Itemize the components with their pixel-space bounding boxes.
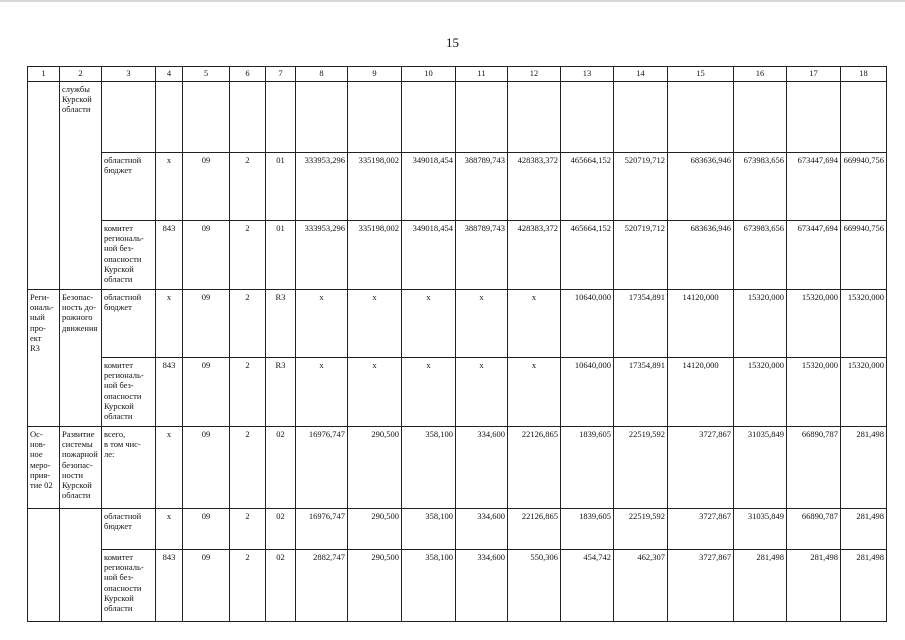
cell bbox=[402, 82, 456, 153]
funding-source-cell bbox=[102, 82, 156, 153]
cell: 2 bbox=[230, 427, 266, 509]
table-row bbox=[28, 427, 887, 509]
header-cell: 2 bbox=[60, 67, 102, 82]
cell: 465664,152 bbox=[561, 153, 614, 221]
cell bbox=[614, 82, 668, 153]
cell: 2 bbox=[230, 509, 266, 550]
table-row bbox=[28, 290, 887, 358]
cell: 2882,747 bbox=[296, 550, 348, 622]
cell bbox=[734, 82, 787, 153]
cell: 290,500 bbox=[348, 550, 402, 622]
group-title-cell bbox=[60, 509, 102, 622]
cell: 09 bbox=[183, 550, 230, 622]
cell: x bbox=[508, 290, 561, 358]
cell: 10640,000 bbox=[561, 290, 614, 358]
cell: 349018,454 bbox=[402, 221, 456, 290]
cell: x bbox=[456, 358, 508, 427]
cell: 01 bbox=[266, 221, 296, 290]
header-cell: 6 bbox=[230, 67, 266, 82]
cell bbox=[456, 82, 508, 153]
table-row bbox=[28, 358, 887, 427]
cell: 2 bbox=[230, 550, 266, 622]
header-cell: 3 bbox=[102, 67, 156, 82]
cell: 15320,000 bbox=[841, 290, 887, 358]
cell: x bbox=[508, 358, 561, 427]
cell: 843 bbox=[156, 550, 183, 622]
funding-source-cell: областной бюджет bbox=[102, 153, 156, 221]
cell: 335198,002 bbox=[348, 221, 402, 290]
cell: x bbox=[296, 290, 348, 358]
group-title-cell: службы Курской области bbox=[60, 82, 102, 290]
header-cell: 14 bbox=[614, 67, 668, 82]
funding-source-cell: областной бюджет bbox=[102, 290, 156, 358]
cell: 281,498 bbox=[841, 550, 887, 622]
group-code-cell: Реги- ональ- ный про- ект R3 bbox=[28, 290, 60, 427]
cell: 349018,454 bbox=[402, 153, 456, 221]
table-row bbox=[28, 550, 887, 622]
cell: 2 bbox=[230, 153, 266, 221]
table-row bbox=[28, 82, 887, 153]
cell: x bbox=[402, 290, 456, 358]
cell: 22126,865 bbox=[508, 427, 561, 509]
cell: 2 bbox=[230, 290, 266, 358]
cell: 1839,605 bbox=[561, 427, 614, 509]
cell: 2 bbox=[230, 358, 266, 427]
cell: x bbox=[348, 358, 402, 427]
cell: 09 bbox=[183, 427, 230, 509]
header-cell: 18 bbox=[841, 67, 887, 82]
cell: 428383,372 bbox=[508, 221, 561, 290]
cell bbox=[183, 82, 230, 153]
header-cell: 15 bbox=[668, 67, 734, 82]
cell bbox=[230, 82, 266, 153]
funding-source-cell: комитет региональ- ной без- опасности Курской области bbox=[102, 358, 156, 427]
cell: 17354,891 bbox=[614, 358, 668, 427]
cell: x bbox=[348, 290, 402, 358]
cell bbox=[668, 82, 734, 153]
cell: 66890,787 bbox=[787, 427, 841, 509]
cell: 15320,000 bbox=[787, 358, 841, 427]
cell: 09 bbox=[183, 509, 230, 550]
cell: 281,498 bbox=[734, 550, 787, 622]
cell: 15320,000 bbox=[734, 290, 787, 358]
header-cell: 12 bbox=[508, 67, 561, 82]
table-row bbox=[28, 509, 887, 550]
group-code-cell bbox=[28, 82, 60, 290]
group-code-cell: Ос- нов- ное меро- прия- тие 02 bbox=[28, 427, 60, 509]
cell: 22519,592 bbox=[614, 427, 668, 509]
cell: 281,498 bbox=[841, 509, 887, 550]
cell: 15320,000 bbox=[787, 290, 841, 358]
cell: 334,600 bbox=[456, 550, 508, 622]
cell: 673447,694 bbox=[787, 153, 841, 221]
cell: 22519,592 bbox=[614, 509, 668, 550]
budget-table bbox=[27, 66, 887, 622]
group-title-cell: Безопас- ность до- рожного движения bbox=[60, 290, 102, 427]
header-cell: 1 bbox=[28, 67, 60, 82]
cell: 358,100 bbox=[402, 427, 456, 509]
header-cell: 16 bbox=[734, 67, 787, 82]
group-title-cell: Развитие системы пожарной безопас- ности Курской области bbox=[60, 427, 102, 509]
cell: 16976,747 bbox=[296, 427, 348, 509]
header-cell: 11 bbox=[456, 67, 508, 82]
cell: 10640,000 bbox=[561, 358, 614, 427]
cell: 02 bbox=[266, 427, 296, 509]
cell: 843 bbox=[156, 221, 183, 290]
header-row bbox=[28, 67, 887, 82]
cell: 669940,756 bbox=[841, 153, 887, 221]
cell: 388789,743 bbox=[456, 153, 508, 221]
cell: 1839,605 bbox=[561, 509, 614, 550]
header-cell: 5 bbox=[183, 67, 230, 82]
cell: 15320,000 bbox=[841, 358, 887, 427]
cell: 66890,787 bbox=[787, 509, 841, 550]
cell: 673983,656 bbox=[734, 153, 787, 221]
cell bbox=[296, 82, 348, 153]
cell: 22126,865 bbox=[508, 509, 561, 550]
cell: 335198,002 bbox=[348, 153, 402, 221]
cell: x bbox=[156, 290, 183, 358]
cell: 281,498 bbox=[841, 427, 887, 509]
funding-source-cell: комитет региональ- ной без- опасности Курской области bbox=[102, 221, 156, 290]
cell bbox=[787, 82, 841, 153]
cell: 14120,000 bbox=[668, 290, 734, 358]
cell: 520719,712 bbox=[614, 221, 668, 290]
funding-source-cell: комитет региональ- ной без- опасности Курской области bbox=[102, 550, 156, 622]
cell: 683636,946 bbox=[668, 153, 734, 221]
cell: 843 bbox=[156, 358, 183, 427]
cell: x bbox=[156, 509, 183, 550]
page-number: 15 bbox=[446, 35, 459, 50]
cell bbox=[266, 82, 296, 153]
cell bbox=[508, 82, 561, 153]
cell: 462,307 bbox=[614, 550, 668, 622]
header-cell: 10 bbox=[402, 67, 456, 82]
header-cell: 4 bbox=[156, 67, 183, 82]
cell: R3 bbox=[266, 358, 296, 427]
header-cell: 9 bbox=[348, 67, 402, 82]
cell: 428383,372 bbox=[508, 153, 561, 221]
cell: 2 bbox=[230, 221, 266, 290]
funding-source-cell: областной бюджет bbox=[102, 509, 156, 550]
top-rule bbox=[0, 0, 905, 2]
cell: 465664,152 bbox=[561, 221, 614, 290]
cell: 334,600 bbox=[456, 509, 508, 550]
cell: 520719,712 bbox=[614, 153, 668, 221]
funding-source-cell: всего, в том чис- ле: bbox=[102, 427, 156, 509]
cell: 09 bbox=[183, 358, 230, 427]
table-row bbox=[28, 153, 887, 221]
cell: 673983,656 bbox=[734, 221, 787, 290]
cell: x bbox=[296, 358, 348, 427]
cell: 01 bbox=[266, 153, 296, 221]
cell: 683636,946 bbox=[668, 221, 734, 290]
cell: 3727,867 bbox=[668, 550, 734, 622]
cell: x bbox=[456, 290, 508, 358]
table-row bbox=[28, 221, 887, 290]
cell: 16976,747 bbox=[296, 509, 348, 550]
cell bbox=[561, 82, 614, 153]
header-cell: 7 bbox=[266, 67, 296, 82]
header-cell: 13 bbox=[561, 67, 614, 82]
cell: 31035,849 bbox=[734, 427, 787, 509]
cell: 15320,000 bbox=[734, 358, 787, 427]
cell: 17354,891 bbox=[614, 290, 668, 358]
cell: 334,600 bbox=[456, 427, 508, 509]
cell: x bbox=[156, 427, 183, 509]
cell: 333953,296 bbox=[296, 221, 348, 290]
group-code-cell bbox=[28, 509, 60, 622]
cell: 388789,743 bbox=[456, 221, 508, 290]
cell: 02 bbox=[266, 509, 296, 550]
cell bbox=[156, 82, 183, 153]
cell: 09 bbox=[183, 290, 230, 358]
cell: x bbox=[156, 153, 183, 221]
cell: 09 bbox=[183, 221, 230, 290]
cell bbox=[348, 82, 402, 153]
cell: R3 bbox=[266, 290, 296, 358]
header-cell: 17 bbox=[787, 67, 841, 82]
cell: 550,306 bbox=[508, 550, 561, 622]
cell bbox=[841, 82, 887, 153]
cell: 358,100 bbox=[402, 509, 456, 550]
cell: 14120,000 bbox=[668, 358, 734, 427]
cell: 281,498 bbox=[787, 550, 841, 622]
cell: 358,100 bbox=[402, 550, 456, 622]
cell: 290,500 bbox=[348, 509, 402, 550]
cell: 02 bbox=[266, 550, 296, 622]
cell: 673447,694 bbox=[787, 221, 841, 290]
cell: 09 bbox=[183, 153, 230, 221]
cell: 669940,756 bbox=[841, 221, 887, 290]
cell: 290,500 bbox=[348, 427, 402, 509]
cell: 3727,867 bbox=[668, 509, 734, 550]
cell: 333953,296 bbox=[296, 153, 348, 221]
cell: 454,742 bbox=[561, 550, 614, 622]
header-cell: 8 bbox=[296, 67, 348, 82]
cell: 31035,849 bbox=[734, 509, 787, 550]
cell: x bbox=[402, 358, 456, 427]
cell: 3727,867 bbox=[668, 427, 734, 509]
